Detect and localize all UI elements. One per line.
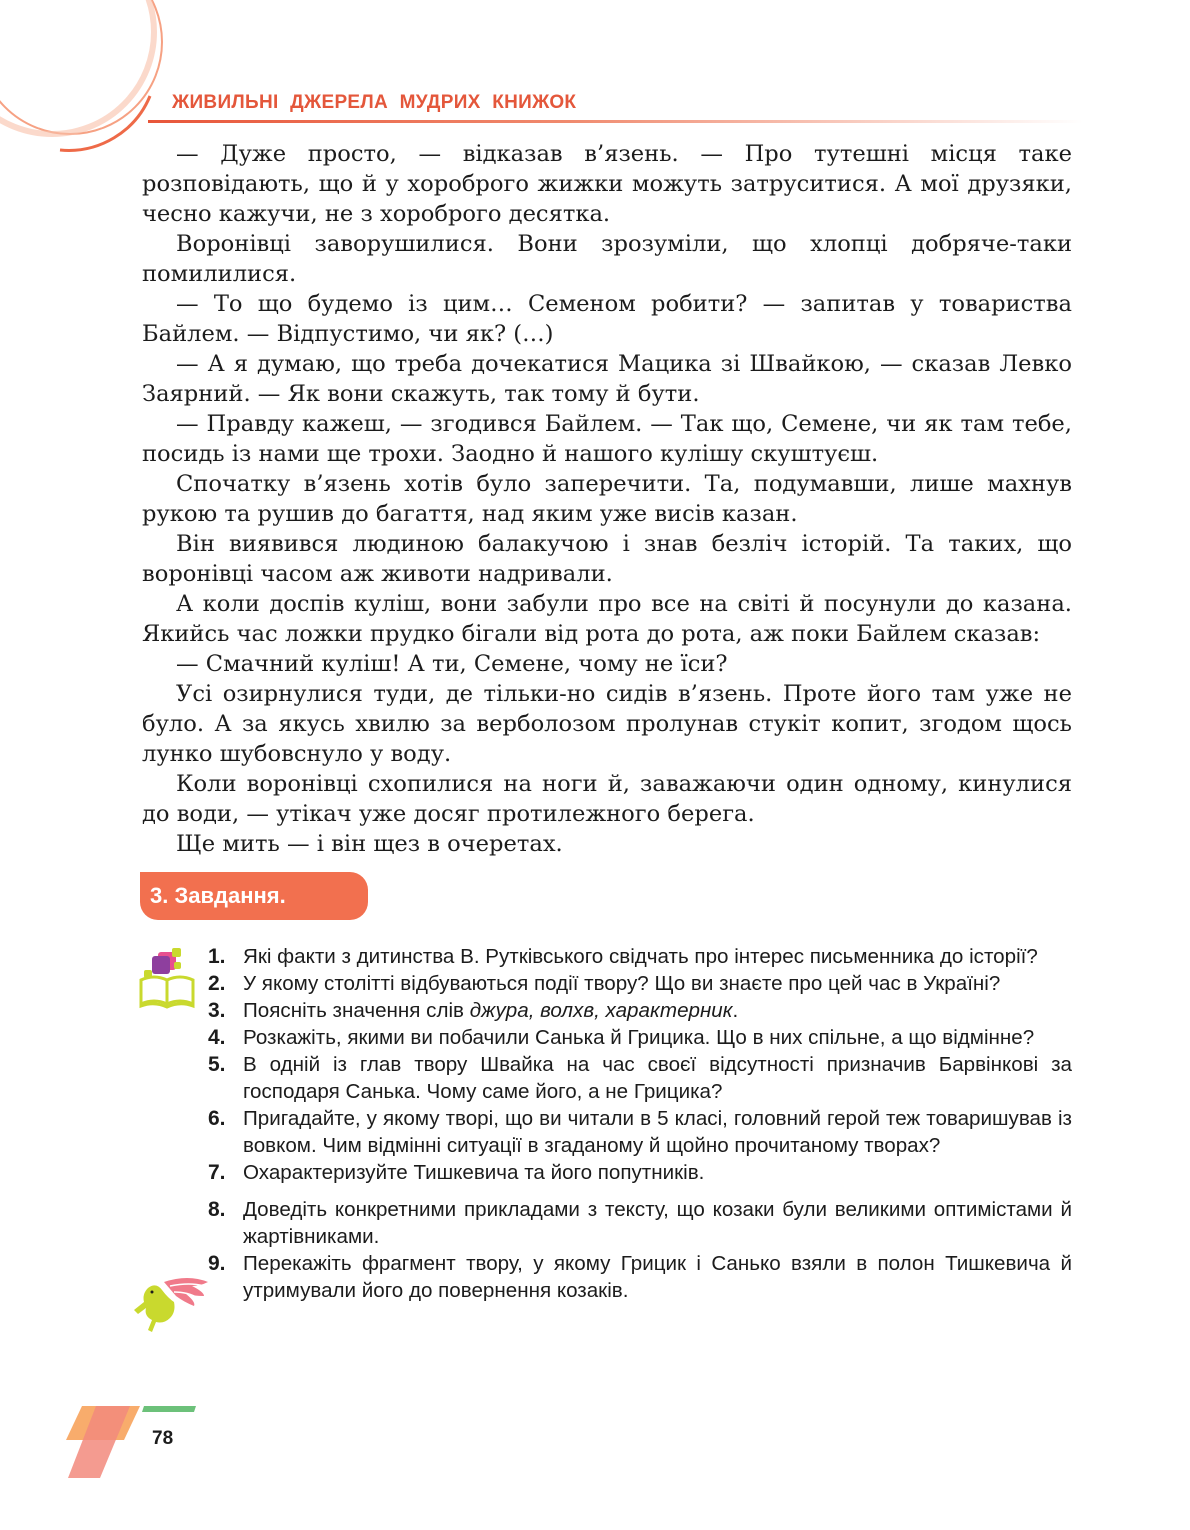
task-number: 8.: [208, 1198, 226, 1221]
task-list: [208, 943, 1072, 1304]
story-paragraph: — А я думаю, що треба дочекатися Мацика зі Швайкою, — сказав Левко Заярний. — Як вони скажуть, так тому й бути.: [142, 351, 1072, 407]
task-item: [208, 1159, 1072, 1186]
task-text: [243, 997, 1072, 1024]
book-squares-icon: [136, 946, 202, 1010]
section-title-badge: 3. Завдання.: [140, 872, 368, 920]
task-text: Перекажіть фрагмент твору, у якому Грицик і Санько взяли в полон Тишкевича й утримували його до повернення козаків.: [243, 1252, 1072, 1302]
story-text: [142, 139, 1072, 859]
story-paragraph: А коли доспів куліш, вони забули про все на світі й посунули до казана. Якийсь час ложки прудко бігали від рота до рота, аж поки Байлем сказав:: [142, 591, 1072, 647]
task-italic-words: джура, волхв, характерник: [469, 999, 733, 1022]
task-text: Розкажіть, якими ви побачили Санька й Грицика. Що в них спільне, а що відмінне?: [243, 1026, 1035, 1049]
task-number: 3.: [208, 999, 226, 1022]
task-text: Доведіть конкретними прикладами з тексту, що козаки були великими оптимістами й жартівниками.: [243, 1198, 1072, 1248]
task-number: 9.: [208, 1252, 226, 1275]
page-number: 78: [152, 1428, 174, 1449]
running-header-title: ЖИВИЛЬНІ ДЖЕРЕЛА МУДРИХ КНИЖОК: [172, 92, 577, 113]
story-paragraph: — Дуже просто, — відказав в’язень. — Про тутешні місця таке розповідають, що й у хороброго жижки можуть затруситися. А мої друзяки, чесно кажучи, не з хороброго десятка.: [142, 141, 1072, 227]
task-number: 4.: [208, 1026, 226, 1049]
task-number: 6.: [208, 1107, 226, 1130]
story-paragraph: Коли воронівці схопилися на ноги й, заважаючи один одному, кинулися до води, — утікач уже досяг протилежного берега.: [142, 771, 1072, 827]
story-paragraph: — Смачний куліш! А ти, Семене, чому не їси?: [176, 651, 728, 677]
story-paragraph: — То що будемо із цим… Семеном робити? — запитав у товариства Байлем. — Відпустимо, чи як? (…): [142, 291, 1072, 347]
task-text: У якому столітті відбуваються події твору? Що ви знаєте про цей час в Україні?: [243, 972, 1001, 995]
task-item: [208, 1051, 1072, 1105]
task-text: В одній із глав твору Швайка на час своєї відсутності призначив Барвінкові за господаря Санька. Чому саме його, а не Грицика?: [243, 1053, 1072, 1103]
task-number: 2.: [208, 972, 226, 995]
story-paragraph: Ще мить — і він щез в очеретах.: [176, 831, 563, 857]
pegasus-icon: [130, 1272, 210, 1334]
task-text: Які факти з дитинства В. Рутківського свідчать про інтерес письменника до історії?: [243, 945, 1038, 968]
task-number: 7.: [208, 1161, 226, 1184]
task-item: [208, 1024, 1072, 1051]
task-text: Охарактеризуйте Тишкевича та його попутників.: [243, 1161, 705, 1184]
task-item: [208, 943, 1072, 970]
task-item: [208, 970, 1072, 997]
task-item: [208, 997, 1072, 1024]
task-number: 1.: [208, 945, 226, 968]
story-paragraph: Спочатку в’язень хотів було заперечити. Та, подумавши, лише махнув рукою та рушив до багаття, над яким уже висів казан.: [142, 471, 1072, 527]
task-item: [208, 1196, 1072, 1250]
story-paragraph: Воронівці заворушилися. Вони зрозуміли, що хлопці добряче-таки помилилися.: [142, 231, 1072, 287]
task-number: 5.: [208, 1053, 226, 1076]
task-text: Пригадайте, у якому творі, що ви читали в 5 класі, головний герой теж товаришував із вовком. Чим відмінні ситуації в згаданому й щойно прочитаному творах?: [243, 1107, 1072, 1157]
story-paragraph: — Правду кажеш, — згодився Байлем. — Так що, Семене, чи як там тебе, посидь із нами ще трохи. Заодно й нашого кулішу скуштуєш.: [142, 411, 1072, 467]
story-paragraph: Він виявився людиною балакучою і знав безліч історій. Та таких, що воронівці часом аж животи надривали.: [142, 531, 1072, 587]
task-text-part: .: [732, 999, 739, 1022]
story-paragraph: Усі озирнулися туди, де тільки-но сидів в’язень. Проте його там уже не було. А за якусь хвилю за верболозом пролунав стукіт копит, згодом щось лунко шубовснуло у воду.: [142, 681, 1072, 767]
task-text-part: Поясніть значення слів: [243, 999, 470, 1022]
task-item: [208, 1250, 1072, 1304]
task-item: [208, 1105, 1072, 1159]
header-rule: [148, 120, 1083, 123]
footer-decoration: [60, 1400, 200, 1480]
